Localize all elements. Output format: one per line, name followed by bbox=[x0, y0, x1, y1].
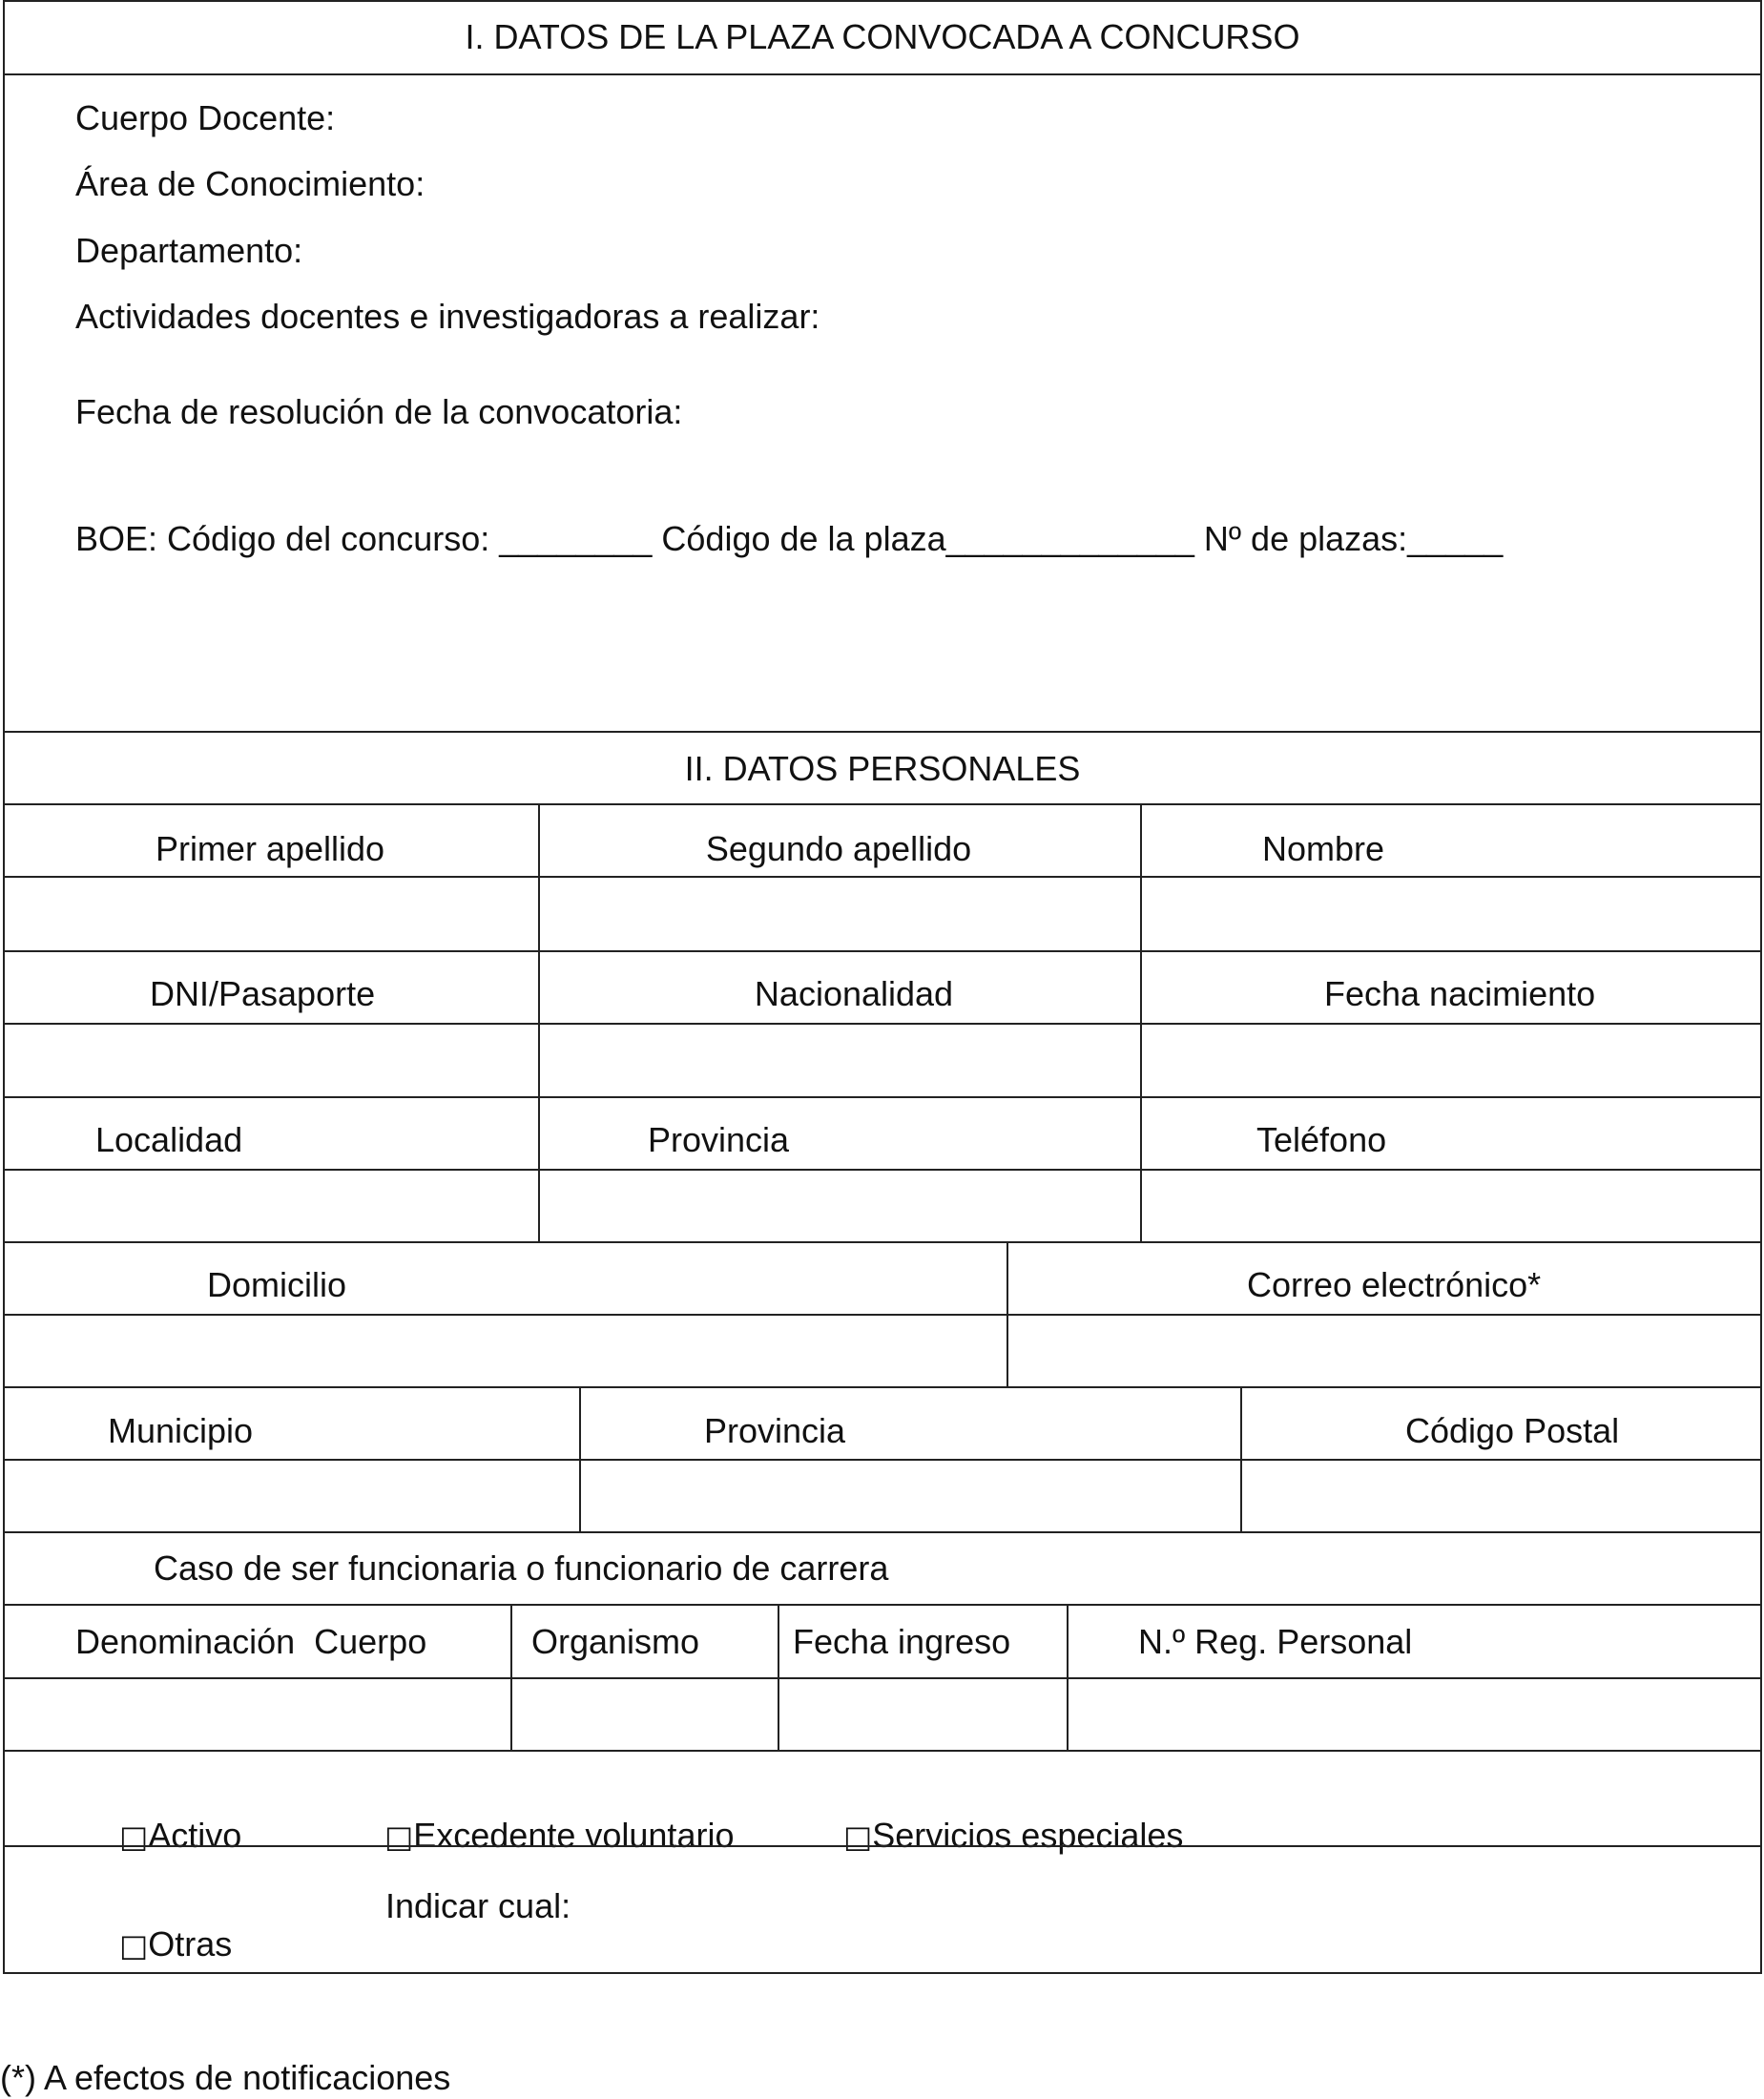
option-activo-label: Activo bbox=[148, 1816, 242, 1855]
divider bbox=[3, 73, 1762, 75]
boe-line: BOE: Código del concurso: ________ Código de la plaza_____________ Nº de plazas:_____ bbox=[75, 519, 1504, 558]
divider bbox=[1240, 1386, 1242, 1531]
primer-apellido-field[interactable] bbox=[5, 878, 539, 950]
form-top-border bbox=[3, 0, 1762, 2]
provincia-2-label: Provincia bbox=[704, 1411, 846, 1450]
divider bbox=[3, 950, 1762, 952]
municipio-field[interactable] bbox=[5, 1461, 579, 1531]
area-conocimiento-label: Área de Conocimiento: bbox=[75, 164, 425, 203]
divider bbox=[579, 1386, 581, 1531]
section1-title: I. DATOS DE LA PLAZA CONVOCADA A CONCURSO bbox=[465, 17, 1300, 56]
checkbox-icon[interactable]: □ bbox=[384, 1818, 414, 1855]
checkbox-icon[interactable]: □ bbox=[843, 1818, 873, 1855]
footnote: (*) A efectos de notificaciones bbox=[0, 2058, 451, 2097]
option-excedente-label: Excedente voluntario bbox=[413, 1816, 735, 1855]
segundo-apellido-field[interactable] bbox=[541, 878, 1140, 950]
nacionalidad-label: Nacionalidad bbox=[754, 974, 954, 1013]
denominacion-cuerpo-label: Denominación Cuerpo bbox=[75, 1622, 427, 1661]
divider bbox=[3, 1750, 1762, 1752]
municipio-label: Municipio bbox=[108, 1411, 254, 1450]
actividades-label: Actividades docentes e investigadoras a realizar: bbox=[75, 297, 820, 336]
application-form bbox=[3, 0, 1762, 1974]
domicilio-label: Domicilio bbox=[207, 1265, 347, 1304]
option-otras-label: Otras bbox=[148, 1924, 233, 1964]
codigo-postal-label: Código Postal bbox=[1405, 1411, 1620, 1450]
divider bbox=[3, 1845, 1762, 1847]
fecha-nacimiento-label: Fecha nacimiento bbox=[1324, 974, 1596, 1013]
dni-pasaporte-field[interactable] bbox=[5, 1025, 539, 1097]
divider bbox=[3, 1386, 1762, 1388]
primer-apellido-label: Primer apellido bbox=[155, 829, 385, 868]
indicar-cual-label: Indicar cual: bbox=[385, 1886, 571, 1925]
option-activo[interactable] bbox=[81, 1778, 241, 1894]
correo-electronico-field[interactable] bbox=[1009, 1316, 1758, 1386]
departamento-label: Departamento: bbox=[75, 231, 303, 270]
option-otras[interactable] bbox=[81, 1887, 232, 2003]
indicar-cual-field[interactable] bbox=[575, 1880, 1749, 1933]
divider bbox=[778, 1604, 779, 1750]
divider bbox=[3, 1531, 1762, 1533]
fecha-nacimiento-field[interactable] bbox=[1143, 1025, 1758, 1097]
option-servicios-label: Servicios especiales bbox=[872, 1816, 1184, 1855]
form-bottom-border bbox=[3, 1972, 1762, 1974]
domicilio-field[interactable] bbox=[5, 1316, 1007, 1386]
checkbox-icon[interactable]: □ bbox=[119, 1818, 149, 1855]
funcionario-label: Caso de ser funcionaria o funcionario de carrera bbox=[154, 1548, 889, 1588]
reg-personal-field[interactable] bbox=[1069, 1679, 1758, 1750]
localidad-label: Localidad bbox=[95, 1120, 243, 1159]
checkbox-icon[interactable]: □ bbox=[119, 1927, 149, 1964]
denominacion-cuerpo-field[interactable] bbox=[5, 1679, 510, 1750]
option-servicios-especiales[interactable] bbox=[805, 1778, 1183, 1894]
divider bbox=[1140, 803, 1142, 1241]
provincia-label: Provincia bbox=[648, 1120, 790, 1159]
divider bbox=[3, 1604, 1762, 1606]
nombre-label: Nombre bbox=[1262, 829, 1385, 868]
telefono-field[interactable] bbox=[1143, 1171, 1758, 1241]
divider bbox=[3, 731, 1762, 733]
correo-electronico-label: Correo electrónico* bbox=[1247, 1265, 1542, 1304]
fecha-ingreso-label: Fecha ingreso bbox=[793, 1622, 1011, 1661]
codigo-postal-field[interactable] bbox=[1243, 1461, 1758, 1531]
nacionalidad-field[interactable] bbox=[541, 1025, 1140, 1097]
section2-title: II. DATOS PERSONALES bbox=[684, 749, 1081, 788]
divider bbox=[538, 803, 540, 1241]
nombre-field[interactable] bbox=[1143, 878, 1758, 950]
localidad-field[interactable] bbox=[5, 1171, 539, 1241]
divider bbox=[3, 803, 1762, 805]
divider bbox=[3, 1241, 1762, 1243]
fecha-resolucion-label: Fecha de resolución de la convocatoria: bbox=[75, 392, 683, 431]
divider bbox=[510, 1604, 512, 1750]
divider bbox=[3, 1096, 1762, 1098]
telefono-label: Teléfono bbox=[1256, 1120, 1387, 1159]
option-excedente-voluntario[interactable] bbox=[346, 1778, 734, 1894]
organismo-field[interactable] bbox=[513, 1679, 778, 1750]
dni-pasaporte-label: DNI/Pasaporte bbox=[150, 974, 376, 1013]
reg-personal-label: N.º Reg. Personal bbox=[1138, 1622, 1413, 1661]
divider bbox=[1007, 1241, 1008, 1386]
organismo-label: Organismo bbox=[531, 1622, 700, 1661]
fecha-ingreso-field[interactable] bbox=[780, 1679, 1067, 1750]
segundo-apellido-label: Segundo apellido bbox=[705, 829, 972, 868]
cuerpo-docente-label: Cuerpo Docente: bbox=[75, 98, 336, 137]
divider bbox=[1067, 1604, 1069, 1750]
provincia-field[interactable] bbox=[541, 1171, 1140, 1241]
provincia-2-field[interactable] bbox=[582, 1461, 1240, 1531]
